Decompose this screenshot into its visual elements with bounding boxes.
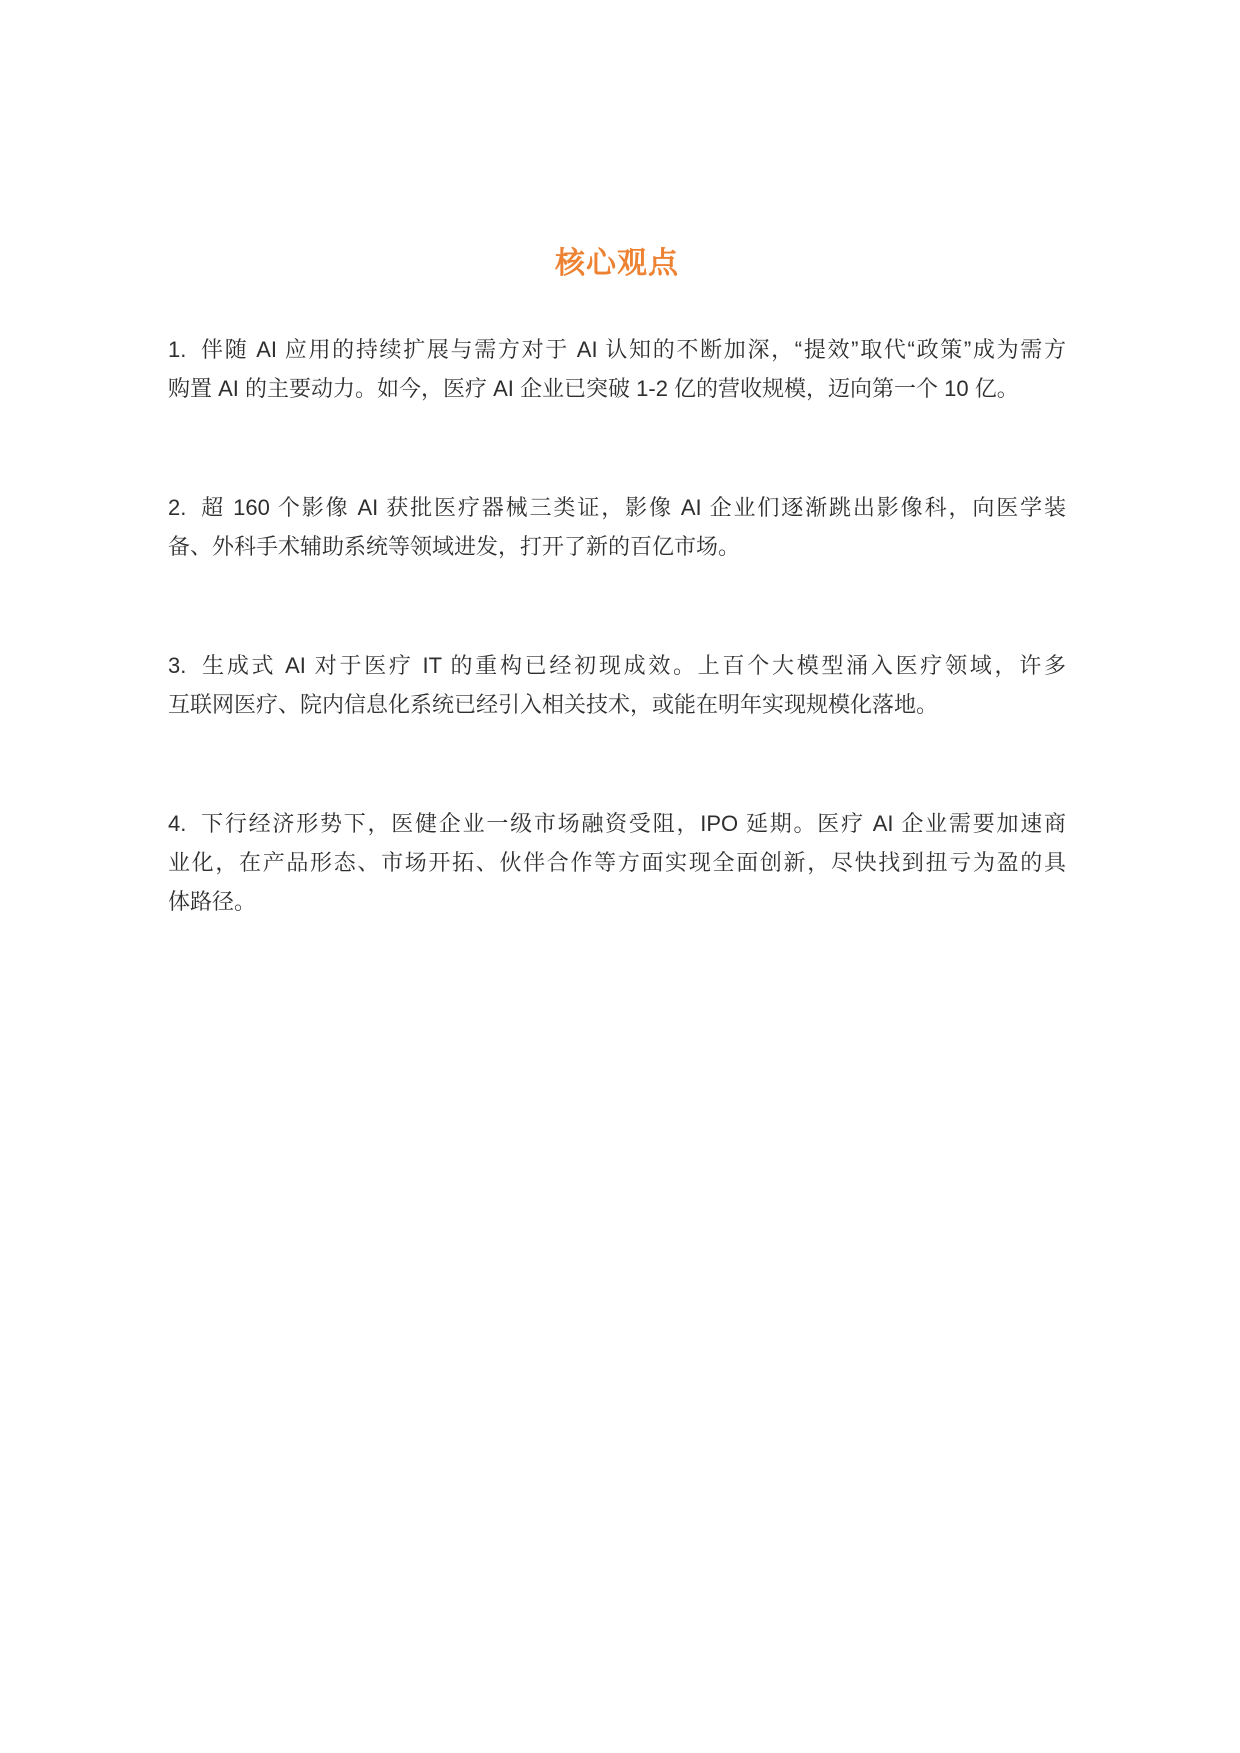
page-title: 核心观点 — [555, 247, 679, 280]
list-item-line: 互联网医疗、院内信息化系统已经引入相关技术，或能在明年实现规模化落地。 — [168, 692, 939, 717]
list-item-number: 1. — [168, 337, 187, 362]
report-page — [168, 246, 1066, 921]
list-item-line: 体路径。 — [168, 889, 257, 914]
list-item-line: 购置 AI 的主要动力。如今，医疗 AI 企业已突破 1-2 亿的营收规模，迈向第一个 10 亿。 — [168, 376, 1019, 401]
list-item — [168, 488, 1066, 566]
list-item-number: 3. — [168, 653, 187, 678]
list-item-number: 4. — [168, 811, 187, 836]
list-item-line: 1. 伴随 AI 应用的持续扩展与需方对于 AI 认知的不断加深，“提效”取代“政策”成为需方 — [168, 330, 1066, 369]
list-item — [168, 804, 1066, 921]
list-item-number: 2. — [168, 495, 187, 520]
list-item-line: 业化，在产品形态、市场开拓、伙伴合作等方面实现全面创新，尽快找到扭亏为盈的具 — [168, 850, 1066, 875]
list-item-line: 2. 超 160 个影像 AI 获批医疗器械三类证，影像 AI 企业们逐渐跳出影像科，向医学装 — [168, 488, 1066, 527]
list-item-line: 3. 生成式 AI 对于医疗 IT 的重构已经初现成效。上百个大模型涌入医疗领域，许多 — [168, 646, 1066, 685]
list-item — [168, 330, 1066, 408]
list-item — [168, 646, 1066, 724]
list-item-line: 备、外科手术辅助系统等领域进发，打开了新的百亿市场。 — [168, 534, 741, 559]
list-item-line: 4. 下行经济形势下，医健企业一级市场融资受阻，IPO 延期。医疗 AI 企业需要加速商 — [168, 804, 1066, 843]
key-points-list — [168, 330, 1066, 921]
